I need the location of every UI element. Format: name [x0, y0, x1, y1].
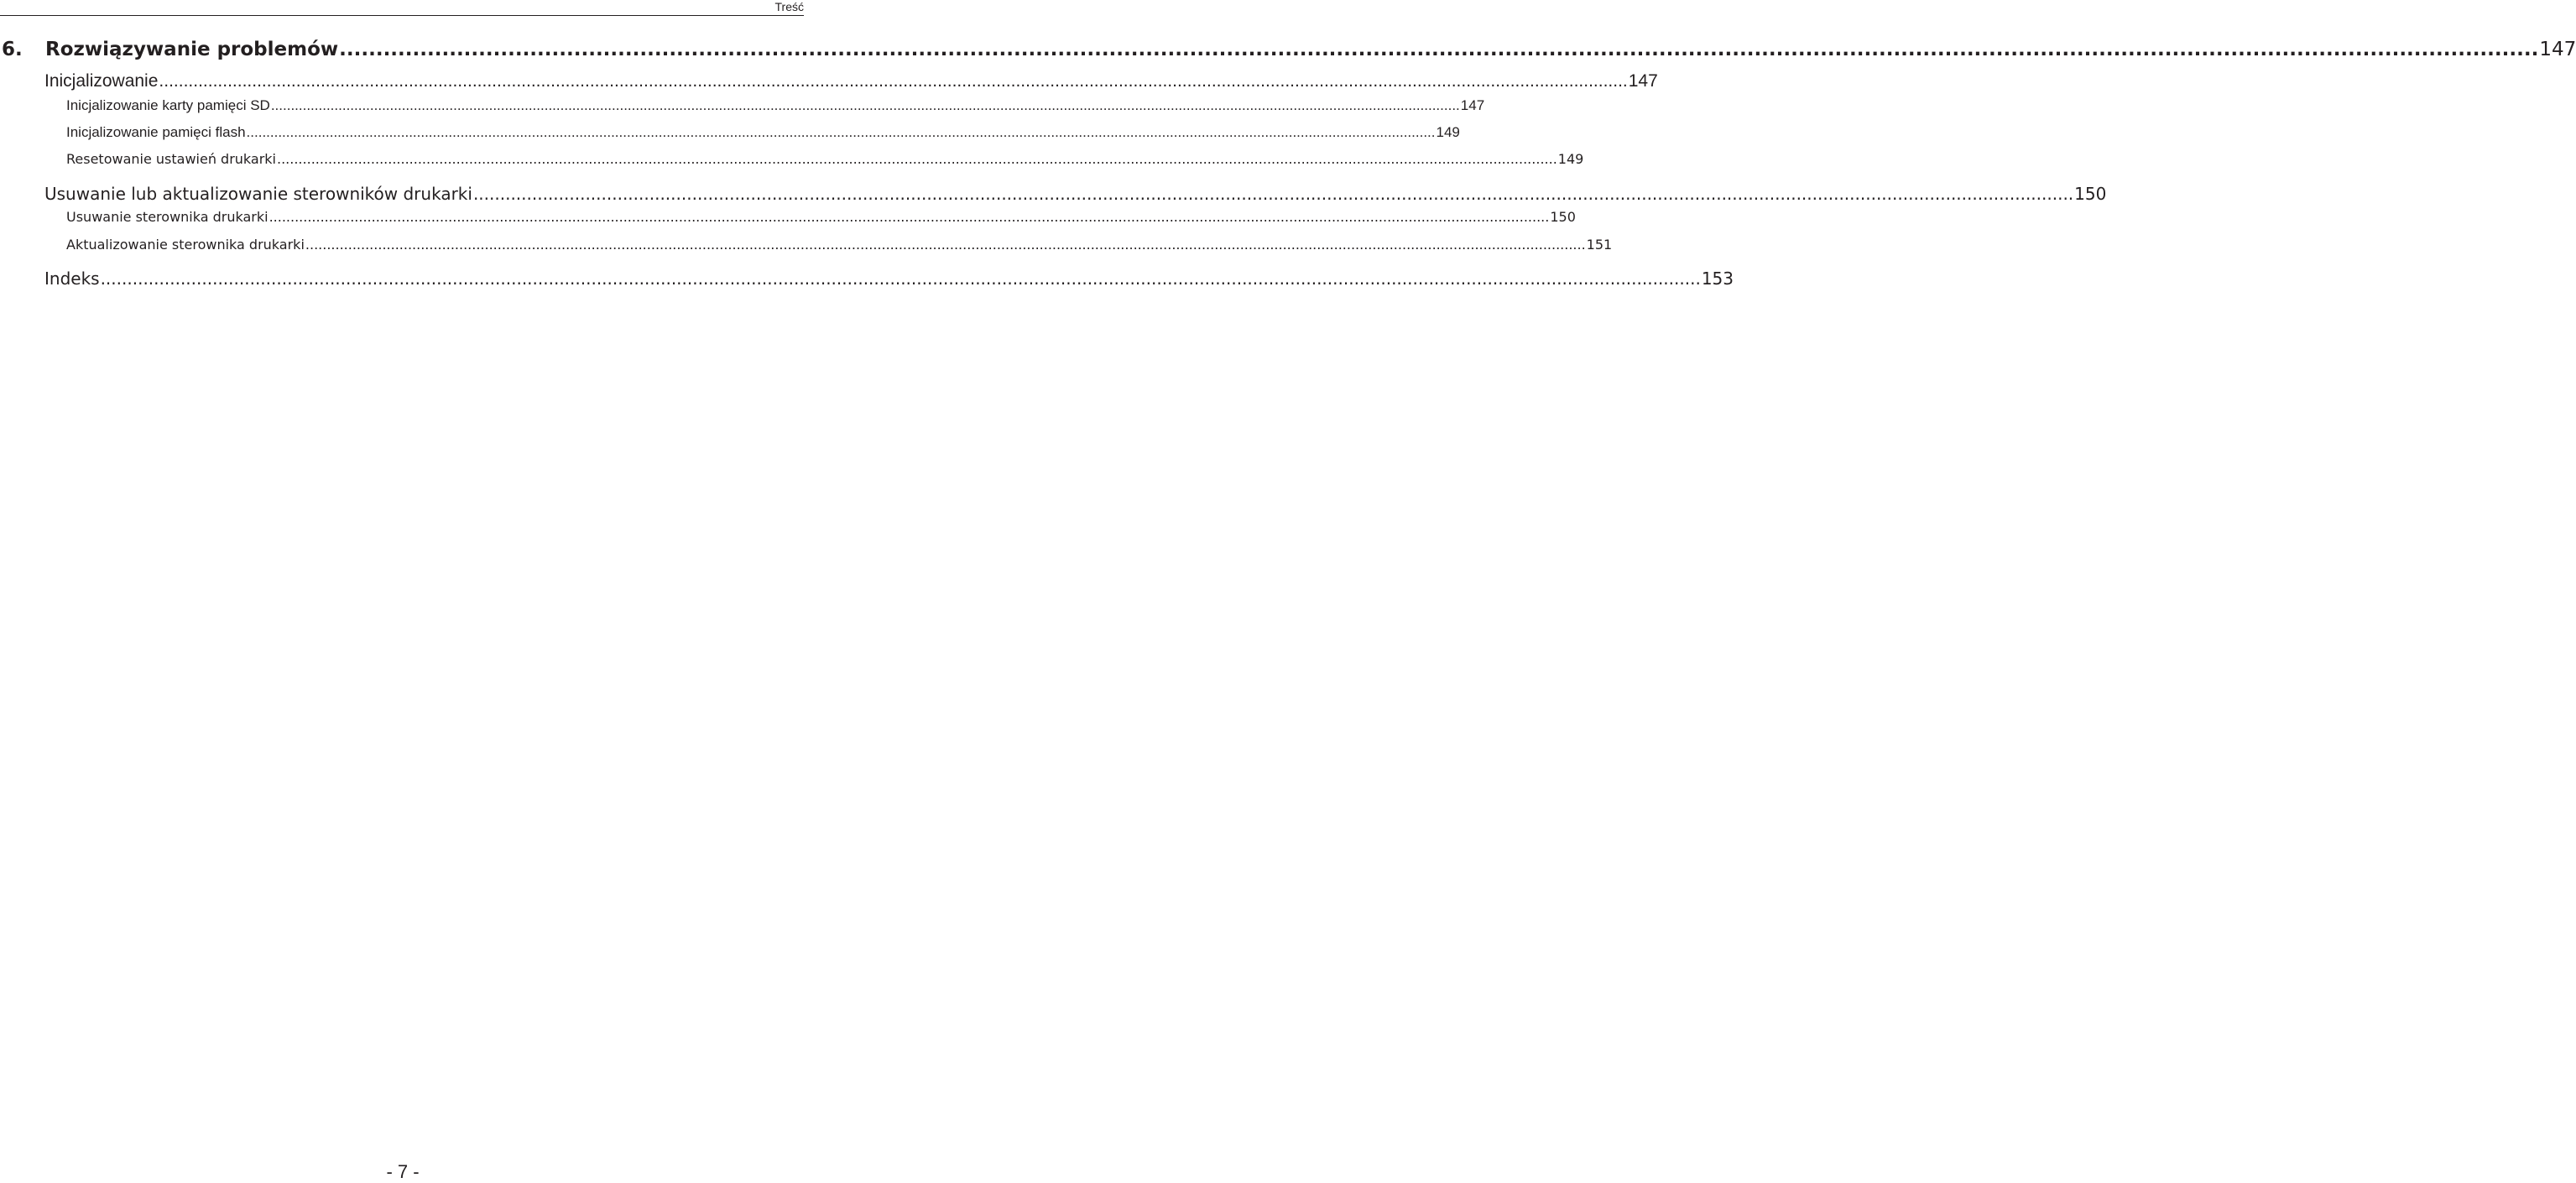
dot-leader: ............................................................................................................................................................................................................................................................................................................	[277, 151, 1557, 167]
toc-entry-page: 149	[1436, 124, 1460, 140]
toc-entry-inicjalizowanie-pamieci-flash[interactable]	[66, 123, 1460, 142]
toc-entry-page: 153	[1701, 268, 1734, 289]
toc-entry-label: Indeks	[44, 268, 100, 289]
dot-leader: ............................................................................................................................................................................................................................................................................................................	[269, 209, 1550, 225]
dot-leader: ............................................................................................................................................................................................................................................................................................................	[472, 184, 2074, 204]
toc-entry-aktualizowanie-sterownika[interactable]	[66, 236, 1613, 254]
toc-entry-indeks[interactable]	[44, 268, 1734, 289]
chapter-title: Rozwiązywanie problemów	[45, 39, 339, 60]
header-rule	[0, 15, 804, 16]
running-header-label: Treść	[774, 0, 804, 13]
dot-leader: ............................................................................................................................................................................................................................................................................................................	[339, 39, 2539, 60]
toc-entry-page: 150	[1550, 209, 1576, 225]
toc-entry-label: Inicjalizowanie pamięci flash	[66, 124, 246, 140]
toc-entry-label: Usuwanie sterownika drukarki	[66, 209, 269, 225]
toc-chapter-6[interactable]	[2, 37, 2576, 62]
toc-entry-label: Resetowanie ustawień drukarki	[66, 151, 276, 167]
toc-entry-usuwanie-sterownika[interactable]	[66, 208, 1576, 227]
chapter-page-number: 147	[2539, 39, 2576, 60]
dot-leader: ............................................................................................................................................................................................................................................................................................................	[159, 71, 1628, 91]
toc-entry-inicjalizowanie-karty-sd[interactable]	[66, 96, 1485, 115]
dot-leader: ............................................................................................................................................................................................................................................................................................................	[246, 124, 1436, 140]
dot-leader: ............................................................................................................................................................................................................................................................................................................	[100, 268, 1701, 289]
toc-entry-label: Aktualizowanie sterownika drukarki	[66, 237, 305, 253]
page-number: - 7 -	[386, 1161, 420, 1182]
toc-entry-usuwanie-lub-aktualizowanie[interactable]	[44, 183, 2107, 205]
toc-entry-label: Inicjalizowanie karty pamięci SD	[66, 97, 270, 113]
toc-entry-page: 150	[2074, 184, 2107, 204]
dot-leader: ............................................................................................................................................................................................................................................................................................................	[305, 237, 1586, 253]
toc-entry-page: 147	[1628, 71, 1658, 91]
chapter-number: 6.	[2, 39, 23, 60]
toc-entry-label: Usuwanie lub aktualizowanie sterowników drukarki	[44, 184, 472, 204]
toc-entry-page: 149	[1557, 151, 1584, 167]
toc-entry-resetowanie-ustawien[interactable]	[66, 150, 1584, 169]
toc-entry-page: 147	[1460, 97, 1485, 113]
dot-leader: ............................................................................................................................................................................................................................................................................................................	[270, 97, 1460, 113]
toc-entry-label: Inicjalizowanie	[44, 71, 159, 91]
toc-entry-inicjalizowanie[interactable]	[44, 70, 1658, 92]
toc-entry-page: 151	[1586, 237, 1613, 253]
